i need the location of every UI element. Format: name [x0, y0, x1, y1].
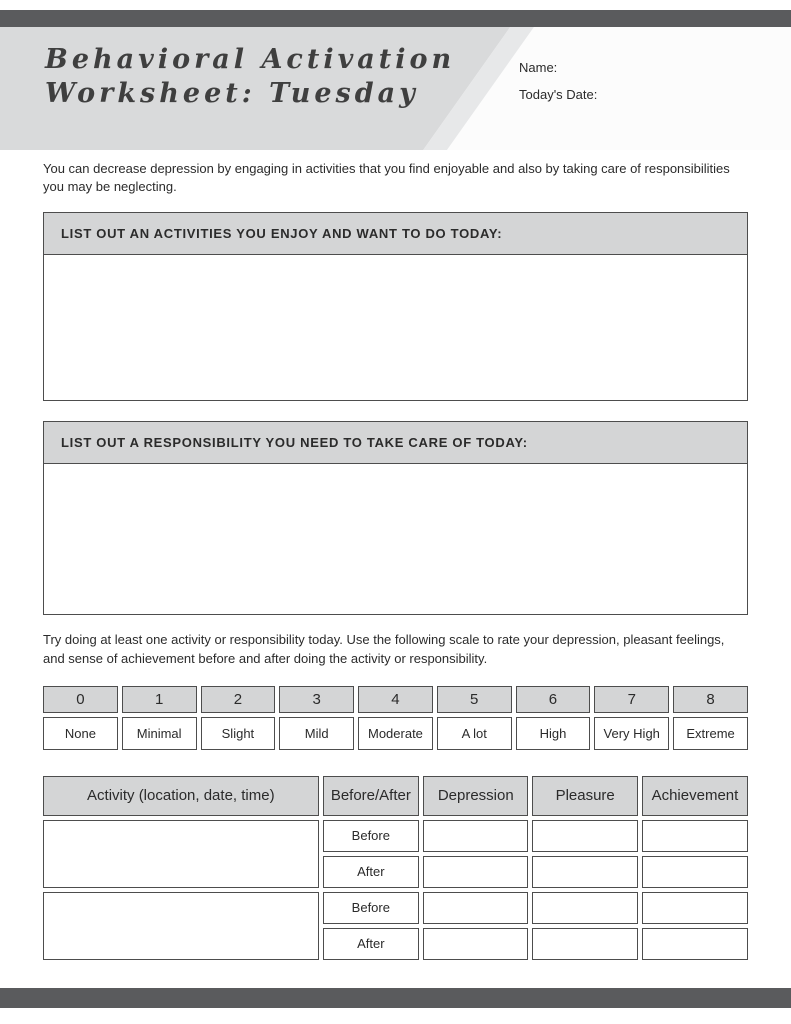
activity-table-header-activity: Activity (location, date, time): [43, 776, 319, 816]
activity-entry-cell-2[interactable]: [43, 892, 319, 960]
scale-number-cell: 1: [122, 686, 197, 713]
scale-label-cell: A lot: [437, 717, 512, 750]
achievement-score-cell[interactable]: [642, 928, 748, 960]
scale-number-cell: 8: [673, 686, 748, 713]
instructions-text: Try doing at least one activity or responsibility today. Use the following scale to rate your depression, pleasant feelings, and sense of achievement before and after doing the activity or responsibility.: [43, 632, 725, 666]
activity-log-table: [39, 772, 752, 964]
scale-number-row: [43, 686, 748, 713]
table-row: [43, 820, 748, 852]
pleasure-score-cell[interactable]: [532, 928, 637, 960]
scale-label-cell: Minimal: [122, 717, 197, 750]
activity-table-header-row: [43, 776, 748, 816]
depression-score-cell[interactable]: [423, 892, 528, 924]
scale-number-cell: 0: [43, 686, 118, 713]
scale-label-cell: Extreme: [673, 717, 748, 750]
scale-label-cell: Mild: [279, 717, 354, 750]
scale-number-cell: 5: [437, 686, 512, 713]
before-after-label: After: [323, 928, 419, 960]
name-label: Name:: [519, 60, 558, 75]
scale-number-cell: 3: [279, 686, 354, 713]
worksheet-title: [45, 43, 455, 111]
bottom-decorative-bar: [0, 988, 791, 1008]
scale-number-cell: 4: [358, 686, 433, 713]
achievement-score-cell[interactable]: [642, 820, 748, 852]
before-after-label: After: [323, 856, 419, 888]
top-decorative-bar: [0, 10, 791, 27]
activity-table-header-depression: Depression: [423, 776, 528, 816]
name-date-block: [519, 60, 597, 114]
table-row: [43, 892, 748, 924]
pleasure-score-cell[interactable]: [532, 892, 637, 924]
intro-text: You can decrease depression by engaging in activities that you find enjoyable and also by taking care of responsibilities you may be neglecting.: [43, 161, 730, 195]
scale-label-cell: High: [516, 717, 591, 750]
scale-label-cell: Very High: [594, 717, 669, 750]
scale-label-cell: Moderate: [358, 717, 433, 750]
activities-section: [43, 212, 748, 401]
pleasure-score-cell[interactable]: [532, 820, 637, 852]
activity-table-header-before-after: Before/After: [323, 776, 419, 816]
activity-entry-cell-1[interactable]: [43, 820, 319, 888]
responsibility-input-area[interactable]: [44, 464, 747, 614]
scale-number-cell: 2: [201, 686, 276, 713]
activities-input-area[interactable]: [44, 255, 747, 400]
scale-number-cell: 6: [516, 686, 591, 713]
activity-table-header-achievement: Achievement: [642, 776, 748, 816]
responsibility-section: [43, 421, 748, 615]
before-after-label: Before: [323, 820, 419, 852]
pleasure-score-cell[interactable]: [532, 856, 637, 888]
rating-scale-table: [39, 682, 752, 754]
scale-number-cell: 7: [594, 686, 669, 713]
worksheet-content: [43, 150, 748, 964]
depression-score-cell[interactable]: [423, 856, 528, 888]
before-after-label: Before: [323, 892, 419, 924]
title-line-2: Worksheet: Tuesday: [45, 77, 419, 109]
title-line-1: Behavioral Activation: [45, 44, 456, 75]
depression-score-cell[interactable]: [423, 820, 528, 852]
date-label: Today's Date:: [519, 87, 598, 102]
header-band: [0, 27, 791, 150]
depression-score-cell[interactable]: [423, 928, 528, 960]
activities-heading: LIST OUT AN ACTIVITIES YOU ENJOY AND WANT TO DO TODAY:: [44, 213, 747, 255]
scale-label-cell: Slight: [201, 717, 276, 750]
achievement-score-cell[interactable]: [642, 856, 748, 888]
responsibility-heading: LIST OUT A RESPONSIBILITY YOU NEED TO TAKE CARE OF TODAY:: [44, 422, 747, 464]
achievement-score-cell[interactable]: [642, 892, 748, 924]
scale-label-row: [43, 717, 748, 750]
activity-table-header-pleasure: Pleasure: [532, 776, 637, 816]
scale-label-cell: None: [43, 717, 118, 750]
